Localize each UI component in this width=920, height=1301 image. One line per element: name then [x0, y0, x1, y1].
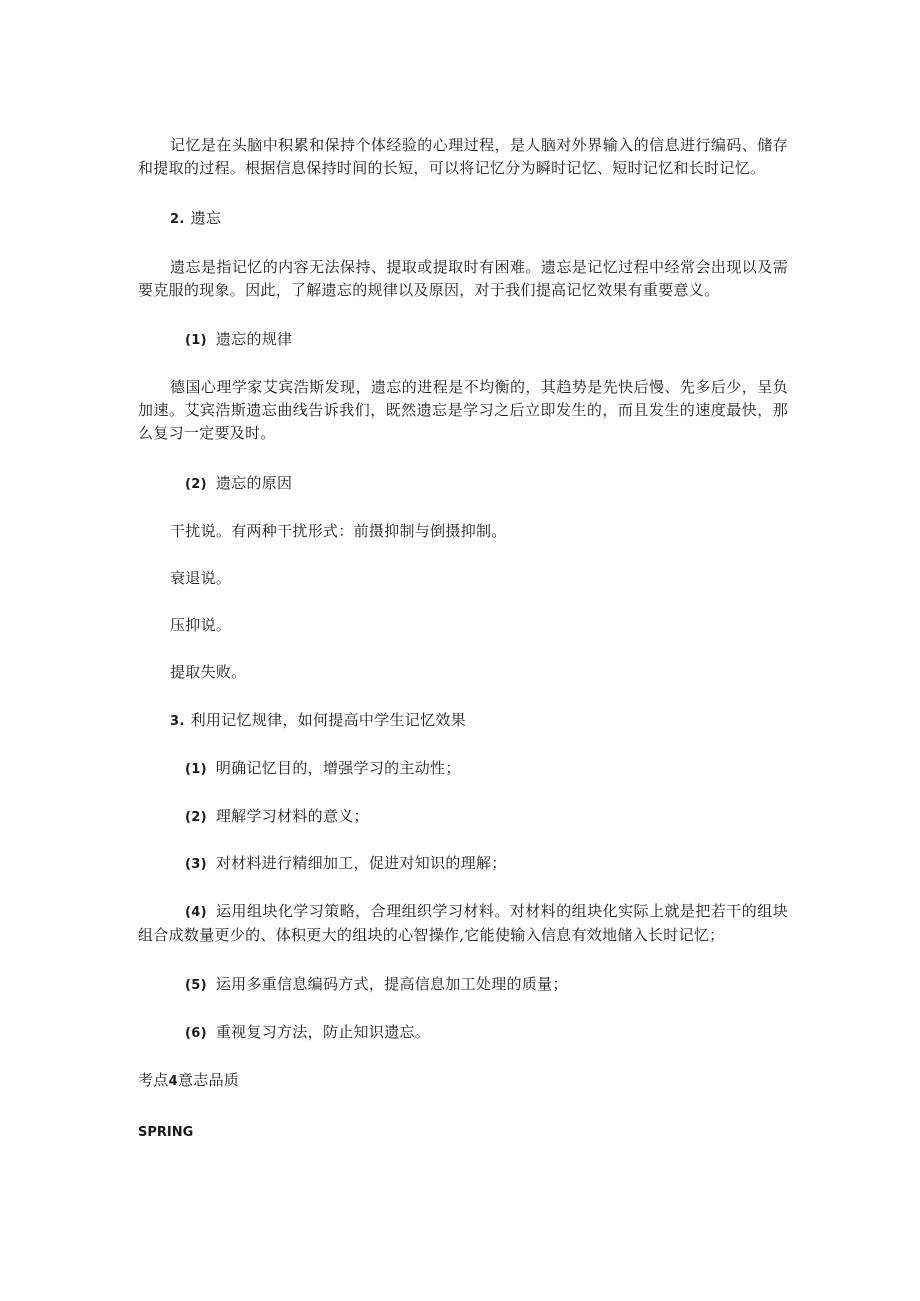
- method-text: 对材料进行精细加工，促进对知识的理解；: [215, 854, 507, 872]
- subheading-1-title: 遗忘的规律: [215, 330, 293, 348]
- subheading-forgetting-law: [185, 328, 292, 352]
- method-item: [185, 1021, 430, 1045]
- kaodian-number: 4: [168, 1074, 178, 1089]
- cause-item: 压抑说。: [170, 616, 232, 634]
- method-number: (3): [185, 857, 207, 872]
- cause-item: 衰退说。: [170, 569, 232, 587]
- method-number: (6): [185, 1026, 207, 1041]
- method-number: (5): [185, 978, 207, 993]
- section-3-title: 利用记忆规律，如何提高中学生记忆效果: [190, 711, 466, 729]
- method-item: [138, 900, 788, 947]
- cause-item: 提取失败。: [170, 663, 247, 681]
- kaodian-prefix: 考点: [138, 1071, 169, 1089]
- section-2-number: 2.: [170, 212, 185, 227]
- method-text: 运用多重信息编码方式，提高信息加工处理的质量；: [215, 975, 568, 993]
- method-number: (2): [185, 810, 207, 825]
- method-item: [185, 852, 507, 876]
- section-2-heading: [170, 207, 221, 231]
- forgetting-definition-paragraph: 遗忘是指记忆的内容无法保持、提取或提取时有困难。遗忘是记忆过程中经常会出现以及需要克服的现象。因此，了解遗忘的规律以及原因，对于我们提高记忆效果有重要意义。: [138, 258, 788, 299]
- subheading-forgetting-causes: [185, 472, 292, 496]
- subheading-2-number: (2): [185, 477, 207, 492]
- memory-definition-paragraph: 记忆是在头脑中积累和保持个体经验的心理过程，是人脑对外界输入的信息进行编码、储存和提取的过程。根据信息保持时间的长短，可以将记忆分为瞬时记忆、短时记忆和长时记忆。: [138, 136, 788, 177]
- method-text: 理解学习材料的意义；: [215, 807, 369, 825]
- method-text: 明确记忆目的，增强学习的主动性；: [215, 759, 461, 777]
- method-text: 运用组块化学习策略，合理组织学习材料。对材料的组块化实际上就是把若干的组块组合成数量更少的、体积更大的组块的心智操作,它能使输入信息有效地储入长时记忆；: [138, 902, 788, 944]
- method-item: [185, 757, 461, 781]
- subheading-1-number: (1): [185, 333, 207, 348]
- method-number: (4): [185, 905, 207, 920]
- kaodian-title: 意志品质: [177, 1071, 240, 1089]
- method-item: [185, 805, 369, 829]
- method-number: (1): [185, 762, 207, 777]
- footer-word: SPRING: [138, 1125, 194, 1140]
- section-3-heading: [170, 709, 466, 733]
- section-2-title: 遗忘: [190, 209, 222, 227]
- forgetting-law-paragraph: 德国心理学家艾宾浩斯发现，遗忘的进程是不均衡的，其趋势是先快后慢、先多后少，呈负加速。艾宾浩斯遗忘曲线告诉我们，既然遗忘是学习之后立即发生的，而且发生的速度最快，那么复习一定要及时。: [138, 378, 788, 442]
- method-text: 重视复习方法，防止知识遗忘。: [215, 1023, 431, 1041]
- kaodian-heading: [138, 1069, 239, 1093]
- method-item: [185, 973, 568, 997]
- section-3-number: 3.: [170, 714, 185, 729]
- cause-item: 干扰说。有两种干扰形式：前摄抑制与倒摄抑制。: [170, 522, 507, 540]
- subheading-2-title: 遗忘的原因: [215, 474, 293, 492]
